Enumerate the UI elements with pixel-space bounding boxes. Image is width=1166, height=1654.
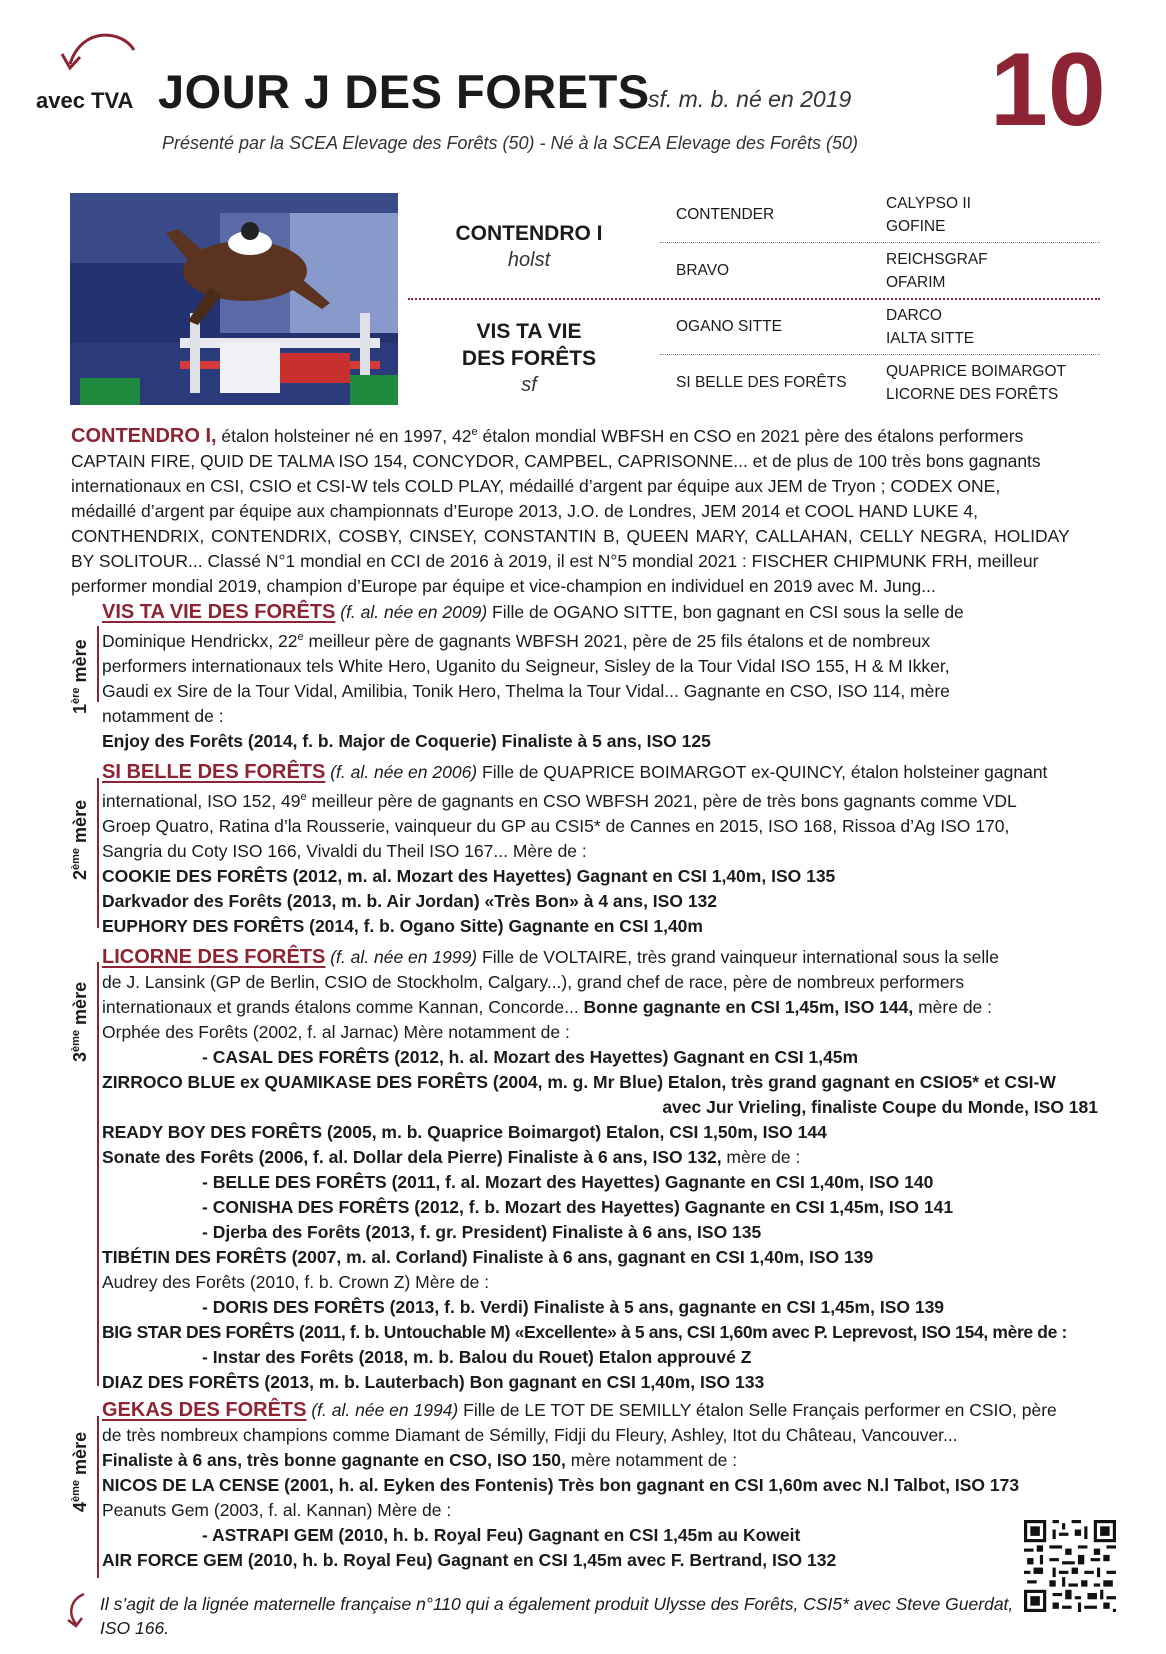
curved-arrow-icon [64,1590,94,1630]
offspring-entry: COOKIE DES FORÊTS (2012, m. al. Mozart des Hayettes) Gagnant en CSI 1,40m, ISO 135 [102,865,836,886]
gen1-label: 1ère mère [70,639,90,714]
gen3-name: LICORNE DES FORÊTS [102,946,326,968]
ggp-1: CALYPSO II [886,195,971,212]
dam-sire: OGANO SITTE [676,318,782,335]
sire-sire: CONTENDER [676,206,775,223]
pedigree-divider [660,354,1100,355]
offspring-entry: ZIRROCO BLUE ex QUAMIKASE DES FORÊTS (2004, m. g. Mr Blue) Etalon, très grand gagnant en CSIO5* et CSI-W [102,1072,1056,1092]
qr-code-icon[interactable] [1024,1520,1116,1612]
gen1-block: VIS TA VIE DES FORÊTS (f. al. née en 2009) Fille de OGANO SITTE, bon gagnant en CSI sous la selle de Dominique Hendrickx, 22e meilleur père de gagnants WBFSH 2021, père de 25 fils étalons et de nombreux performers internationaux tels White Hero, Uganito du Seigneur, Sisley de la Tour Vidal ISO 155, H & M Ikker, Gaudi ex Sire de la Tour Vidal, Amilibia, Tonik Hero, Thelma la Tour Vidal... Gagnante en CSO, ISO 114, mère notamment de : Enjoy des Forêts (2014, f. b. Major de Coquerie) Finaliste à 5 ans, ISO 125 [102,600,1102,754]
horse-description: sf. m. b. né en 2019 [648,86,852,112]
ggp-7: QUAPRICE BOIMARGOT [886,363,1066,380]
footer-note: Il s’agit de la lignée maternelle française n°110 qui a également produit Ulysse des Forêts, CSI5* avec Steve Guerdat, ISO 166. [100,1594,1014,1638]
pedigree-divider-main [408,298,1100,300]
offspring-entry: - DORIS DES FORÊTS (2013, f. b. Verdi) Finaliste à 5 ans, gagnante en CSI 1,45m, ISO 139 [202,1297,945,1317]
gen1-rule [97,626,99,702]
gen2-name: SI BELLE DES FORÊTS [102,761,326,783]
vat-label: avec TVA [36,88,134,113]
gen2-rule [97,778,99,928]
dam-name-line2: DES FORÊTS [461,347,597,370]
curved-arrow-icon [58,28,138,84]
offspring-entry: - ASTRAPI GEM (2010, h. b. Royal Feu) Gagnant en CSI 1,45m au Koweit [202,1525,801,1545]
gen4-label: 4ème mère [70,1431,90,1512]
offspring-entry: - CONISHA DES FORÊTS (2012, f. b. Mozart des Hayettes) Gagnante en CSI 1,45m, ISO 141 [202,1197,954,1217]
sire-lead: CONTENDRO I, [71,424,217,447]
ggp-5: DARCO [886,307,942,324]
dam-dam: SI BELLE DES FORÊTS [676,374,847,391]
gen3-block: LICORNE DES FORÊTS (f. al. née en 1999) Fille de VOLTAIRE, très grand vainqueur international sous la selle de J. Lansink (GP de Berlin, CSIO de Stockholm, Calgary...), grand chef de race, père de nombreux performers internationaux et grands étalons comme Kannan, Concorde... Bonne gagnante en CSI 1,45m, ISO 144, mère de : Orphée des Forêts (2002, f. al Jarnac) Mère notamment de : - CASAL DES FORÊTS (2012, h. al. Mozart des Hayettes) Gagnant en CSI 1,45m ZIRROCO BLUE ex QUAMIKASE DES FORÊTS (2004, m. g. Mr Blue) Etalon, très grand gagnant en CSIO5* et CSI-W avec Jur Vrieling, finaliste Coupe du Monde, ISO 181 READY BOY DES FORÊTS (2005, m. b. Quaprice Boimargot) Etalon, CSI 1,50m, ISO 144 Sonate des Forêts (2006, f. al. Dollar dela Pierre) Finaliste à 6 ans, ISO 132, mère de : - BELLE DES FORÊTS (2011, f. al. Mozart des Hayettes) Gagnante en CSI 1,40m, ISO 140 - CONISHA DES FORÊTS (2012, f. b. Mozart des Hayettes) Gagnante en CSI 1,45m, ISO 141 - Djerba des Forêts (2013, f. gr. President) Finaliste à 6 ans, ISO 135 TIBÉTIN DES FORÊTS (2007, m. al. Corland) Finaliste à 6 ans, gagnant en CSI 1,40m, ISO 139 Audrey des Forêts (2010, f. b. Crown Z) Mère de : - DORIS DES FORÊTS (2013, f. b. Verdi) Finaliste à 5 ans, gagnante en CSI 1,45m, ISO 139 BIG STAR DES FORÊTS (2011, f. b. Untouchable M) «Excellente» à 5 ans, CSI 1,60m avec P. Leprevost, ISO 154, mère de : - Instar des Forêts (2018, m. b. Balou du Rouet) Etalon approuvé Z DIAZ DES FORÊTS (2013, m. b. Lauterbach) Bon gagnant en CSI 1,40m, ISO 133 [102,945,1102,1395]
gen2-block: SI BELLE DES FORÊTS (f. al. née en 2006) Fille de QUAPRICE BOIMARGOT ex-QUINCY, étalon holsteiner gagnant international, ISO 152, 49e meilleur père de gagnants en CSO WBFSH 2021, père de très bons gagnants comme VDL Groep Quatro, Ratina d’la Rousserie, vainqueur du GP au CSI5* de Cannes en 2015, ISO 168, Rissoa d’Ag ISO 170, Sangria du Coty ISO 166, Vivaldi du Theil ISO 167... Mère de : COOKIE DES FORÊTS (2012, m. al. Mozart des Hayettes) Gagnant en CSI 1,40m, ISO 135 Darkvador des Forêts (2013, m. b. Air Jordan) «Très Bon» à 4 ans, ISO 132 EUPHORY DES FORÊTS (2014, f. b. Ogano Sitte) Gagnante en CSI 1,40m [102,760,1102,939]
offspring-entry: BIG STAR DES FORÊTS (2011, f. b. Untouchable M) «Excellente» à 5 ans, CSI 1,60m avec P. Leprevost, ISO 154, mère de : [102,1322,1068,1342]
sire-dam: BRAVO [676,262,730,279]
offspring-entry: TIBÉTIN DES FORÊTS (2007, m. al. Corland) Finaliste à 6 ans, gagnant en CSI 1,40m, ISO 139 [102,1247,874,1267]
offspring-entry: Darkvador des Forêts (2013, m. b. Air Jordan) «Très Bon» à 4 ans, ISO 132 [102,890,718,911]
ggp-2: GOFINE [886,218,946,235]
offspring-entry: Enjoy des Forêts (2014, f. b. Major de Coquerie) Finaliste à 5 ans, ISO 125 [102,730,711,751]
sire-name: CONTENDRO I [455,222,603,245]
horse-photo [70,193,398,405]
offspring-entry: READY BOY DES FORÊTS (2005, m. b. Quaprice Boimargot) Etalon, CSI 1,50m, ISO 144 [102,1122,827,1142]
ggp-6: IALTA SITTE [886,330,975,347]
offspring-entry: - Instar des Forêts (2018, m. b. Balou du Rouet) Etalon approuvé Z [202,1347,752,1367]
dam-name-line1: VIS TA VIE [476,320,582,343]
offspring-entry: NICOS DE LA CENSE (2001, h. al. Eyken des Fontenis) Très bon gagnant en CSI 1,60m avec N.l Talbot, ISO 173 [102,1475,1020,1495]
sire-block [404,220,654,273]
ggp-4: OFARIM [886,274,946,291]
offspring-entry: - BELLE DES FORÊTS (2011, f. al. Mozart des Hayettes) Gagnante en CSI 1,40m, ISO 140 [202,1172,934,1192]
gen2-label: 2ème mère [70,799,90,880]
offspring-entry: avec Jur Vrieling, finaliste Coupe du Monde, ISO 181 [662,1097,1098,1117]
gen3-rule [97,962,99,1386]
gen1-name: VIS TA VIE DES FORÊTS [102,601,336,623]
ggp-8: LICORNE DES FORÊTS [886,386,1059,403]
offspring-entry: - CASAL DES FORÊTS (2012, h. al. Mozart des Hayettes) Gagnant en CSI 1,45m [202,1047,859,1067]
offspring-entry: AIR FORCE GEM (2010, h. b. Royal Feu) Gagnant en CSI 1,45m avec F. Bertrand, ISO 132 [102,1550,837,1570]
offspring-entry: - Djerba des Forêts (2013, f. gr. President) Finaliste à 6 ans, ISO 135 [202,1222,762,1242]
dam-block [404,318,654,398]
sire-description: CONTENDRO I, étalon holsteiner né en 1997, 42e étalon mondial WBFSH en CSO en 2021 père des étalons performers CAPTAIN FIRE, QUID DE TALMA ISO 154, CONCYDOR, CAMPBEL, CAPRISONNE... et de plus de 100 très bons gagnants internationaux en CSI, CSIO et CSI-W tels COLD PLAY, médaillé d’argent par équipe aux JEM de Tryon ; CODEX ONE, médaillé d’argent par équipe aux championnats d’Europe 2013, J.O. de Londres, JEM 2014 et COOL HAND LUKE 4, CONTHENDRIX, CONTENDRIX, COSBY, CINSEY, CONSTANTIN B, QUEEN MARY, CALLAHAN, CELLY NEGRA, HOLIDAY BY SOLITOUR... Classé N°1 mondial en CCI de 2016 à 2019, il est N°5 mondial 2021 : FISCHER CHIPMUNK FRH, meilleur performer mondial 2019, champion d’Europe par équipe et vice-champion en individuel en 2019 avec M. Jung... [71,424,1070,596]
offspring-entry: EUPHORY DES FORÊTS (2014, f. b. Ogano Sitte) Gagnante en CSI 1,40m [102,915,703,936]
ggp-3: REICHSGRAF [886,251,988,268]
offspring-entry: DIAZ DES FORÊTS (2013, m. b. Lauterbach) Bon gagnant en CSI 1,40m, ISO 133 [102,1372,765,1392]
horse-name: JOUR J DES FORETS [158,65,650,118]
gen4-rule [97,1416,99,1578]
pedigree-divider [660,242,1100,243]
gen4-block: GEKAS DES FORÊTS (f. al. née en 1994) Fille de LE TOT DE SEMILLY étalon Selle Français performer en CSIO, père de très nombreux champions comme Diamant de Sémilly, Fidji du Fleury, Ashley, Itot du Château, Vancouver... Finaliste à 6 ans, très bonne gagnante en CSO, ISO 150, mère notamment de : NICOS DE LA CENSE (2001, h. al. Eyken des Fontenis) Très bon gagnant en CSI 1,60m avec N.l Talbot, ISO 173 Peanuts Gem (2003, f. al. Kannan) Mère de : - ASTRAPI GEM (2010, h. b. Royal Feu) Gagnant en CSI 1,45m au Koweit AIR FORCE GEM (2010, h. b. Royal Feu) Gagnant en CSI 1,45m avec F. Bertrand, ISO 132 [102,1398,1102,1573]
dam-breed: sf [521,374,537,396]
lot-number: 10 [990,32,1106,148]
gen4-name: GEKAS DES FORÊTS [102,1399,307,1421]
sire-breed: holst [507,249,551,271]
gen3-label: 3ème mère [70,981,90,1062]
presenter-line: Présenté par la SCEA Elevage des Forêts (50) - Né à la SCEA Elevage des Forêts (50) [162,133,858,153]
